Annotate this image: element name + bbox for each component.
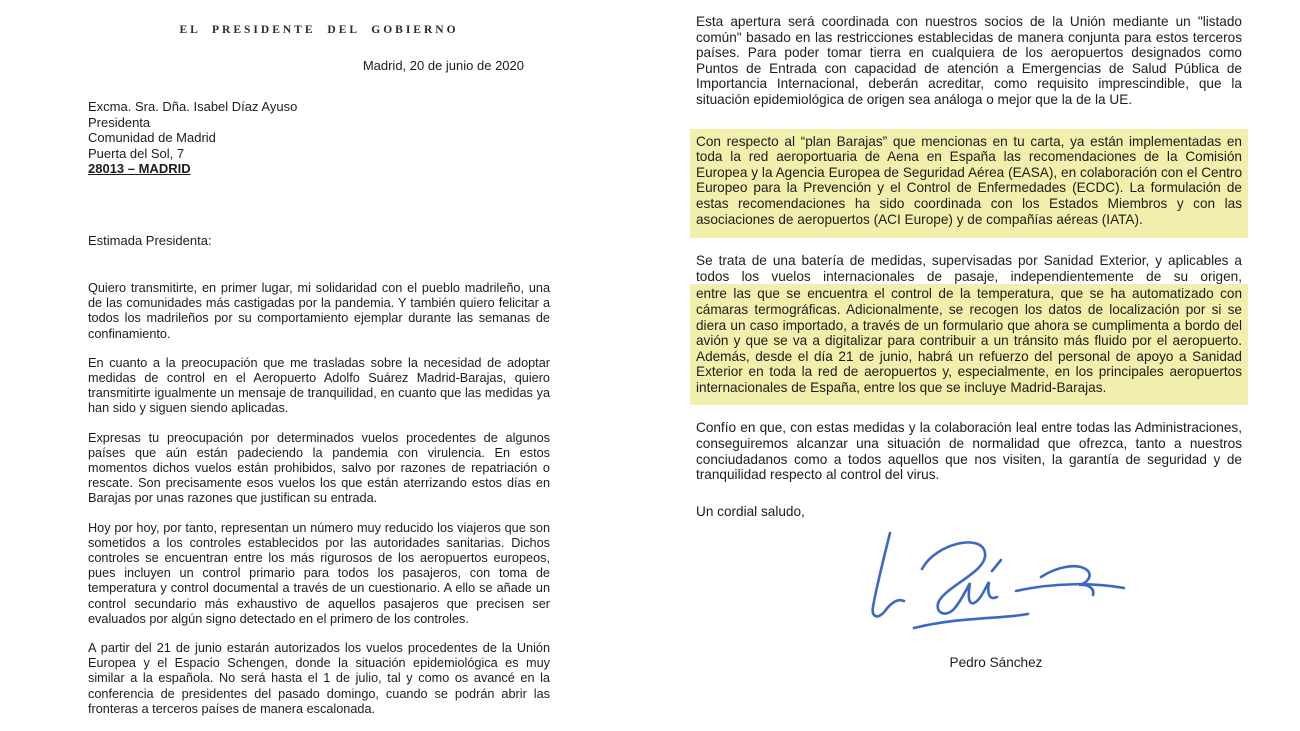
body-paragraph-flights-concern: Expresas tu preocupación por determinados vuelos procedentes de algunos países que aún están padeciendo la pandemia con virulencia. En estos momentos dichos vuelos están prohibidos, salvo por razones de repatriación o rescate. Son precisamente esos vuelos los que están aterrizando estos días en Barajas por unas razones que justifican su entrada. xyxy=(88,430,550,506)
signature-stroke xyxy=(1016,584,1124,591)
closing-line: Un cordial saludo, xyxy=(696,503,805,519)
recipient-name: Excma. Sra. Dña. Isabel Díaz Ayuso xyxy=(88,99,298,114)
salutation: Estimada Presidenta: xyxy=(88,232,212,248)
recipient-postal: 28013 – MADRID xyxy=(88,161,191,177)
signature-stroke xyxy=(922,542,997,613)
right-column xyxy=(696,14,1242,679)
signature-stroke xyxy=(992,560,1001,571)
signature-stroke xyxy=(1041,566,1093,595)
signature-area xyxy=(696,519,1242,679)
recipient-org: Comunidad de Madrid xyxy=(88,130,216,146)
body-paragraph-controls: Hoy por hoy, por tanto, representan un número muy reducido los viajeros que son sometidos a los controles establecidos por las autoridades sanitarias. Dichos controles se encuentran entre los más rigurosos de los aeropuertos europeos, pues incluyen un control primario para todos los pasajeros, con toma de temperatura y control documental a través de un cuestionario. A ello se añade un control secundario más exhaustivo de aquellos pasajeros que precisen ser evaluados por algún signo detectado en el primero de los controles. xyxy=(88,520,550,626)
signature-image xyxy=(856,527,1136,645)
highlight-block-measures xyxy=(690,284,1248,405)
paragraph-measures xyxy=(696,253,1242,405)
body-paragraph-airport-measures: En cuanto a la preocupación que me trasladas sobre la necesidad de adoptar medidas de control en el Aeropuerto Adolfo Suárez Madrid-Barajas, quiero transmitirte igualmente un mensaje de tranquilidad, en cuanto que las medidas ya han sido y siguen siendo aplicadas. xyxy=(88,355,550,416)
signer-name: Pedro Sánchez xyxy=(949,654,1043,670)
recipient-address xyxy=(88,99,550,177)
measures-plain-text: Se trata de una batería de medidas, supervisadas por Sanidad Exterior, y aplicables a todos los vuelos internacionales de pasaje, independientemente de su origen, xyxy=(696,253,1242,284)
body-paragraph-trust: Confío en que, con estas medidas y la colaboración leal entre todas las Administraciones, conseguiremos alcanzar una situación de normalidad que ofrezca, tanto a nuestros conciudadanos como a todos aquellos que nos visiten, la garantía de seguridad y de tranquilidad respecto al control del virus. xyxy=(696,420,1242,483)
body-paragraph-opening: Esta apertura será coordinada con nuestros socios de la Unión mediante un "listado común" basado en las restricciones establecidas de manera conjunta para estos terceros países. Para poder tomar tierra en cualquiera de los aeropuertos designados como Puntos de Entrada con capacidad de atención a Emergencias de Salud Pública de Importancia Internacional, deberán acreditar, como requisito imprescindible, que la situación epidemiológica de origen sea análoga o mejor que la de la UE. xyxy=(696,14,1242,107)
recipient-role: Presidenta xyxy=(88,114,151,130)
body-paragraph-solidarity: Quiero transmitirte, en primer lugar, mi solidaridad con el pueblo madrileño, una de las comunidades más castigadas por la pandemia. Y también quiero felicitar a todos los madrileños por su comportamiento ejemplar durante las semanas de confinamiento. xyxy=(88,280,550,341)
highlighted-paragraph-plan-barajas: Con respecto al “plan Barajas” que mencionas en tu carta, ya están implementadas en toda la red aeroportuaria de Aena en España las recomendaciones de la Comisión Europea y la Agencia Europea de Seguridad Aérea (EASA), en colaboración con el Centro Europeo para la Prevención y el Control de Enfermedades (ECDC). La formulación de estas recomendaciones ha sido coordinada con los Estados Miembros y con las asociaciones de aeropuertos (ACI Europe) y de compañías aéreas (IATA). xyxy=(696,133,1242,227)
letterhead-title: EL PRESIDENTE DEL GOBIERNO xyxy=(179,24,459,36)
left-column xyxy=(88,24,550,731)
signature-stroke xyxy=(873,533,904,616)
signature-stroke xyxy=(914,614,1028,628)
measures-highlighted-text: entre las que se encuentra el control de la temperatura, que se ha automatizado con cámaras termográficas. Adicionalmente, se recogen los datos de localización por si se diera un caso importado, a través de un formulario que ahora se cumplimenta a bordo del avión y que se va a digitalizar para contribuir a un tránsito más fluido por el aeropuerto. Además, desde el día 21 de junio, habrá un refuerzo del personal de apoyo a Sanidad Exterior en toda la red de aeropuertos y, especialmente, en los principales aeropuertos internacionales de España, entre los que se incluye Madrid-Barajas. xyxy=(696,286,1242,395)
body-paragraph-reopening: A partir del 21 de junio estarán autorizados los vuelos procedentes de la Unión Europea y el Espacio Schengen, donde la situación epidemiológica es muy similar a la española. No será hasta el 1 de julio, tal y como os avancé en la conferencia de presidentes del pasado domingo, cuando se podrán abrir las fronteras a terceros países de manera escalonada. xyxy=(88,641,550,716)
highlight-block-plan-barajas xyxy=(690,129,1248,239)
recipient-street: Puerta del Sol, 7 xyxy=(88,145,185,161)
date-line: Madrid, 20 de junio de 2020 xyxy=(362,58,524,73)
